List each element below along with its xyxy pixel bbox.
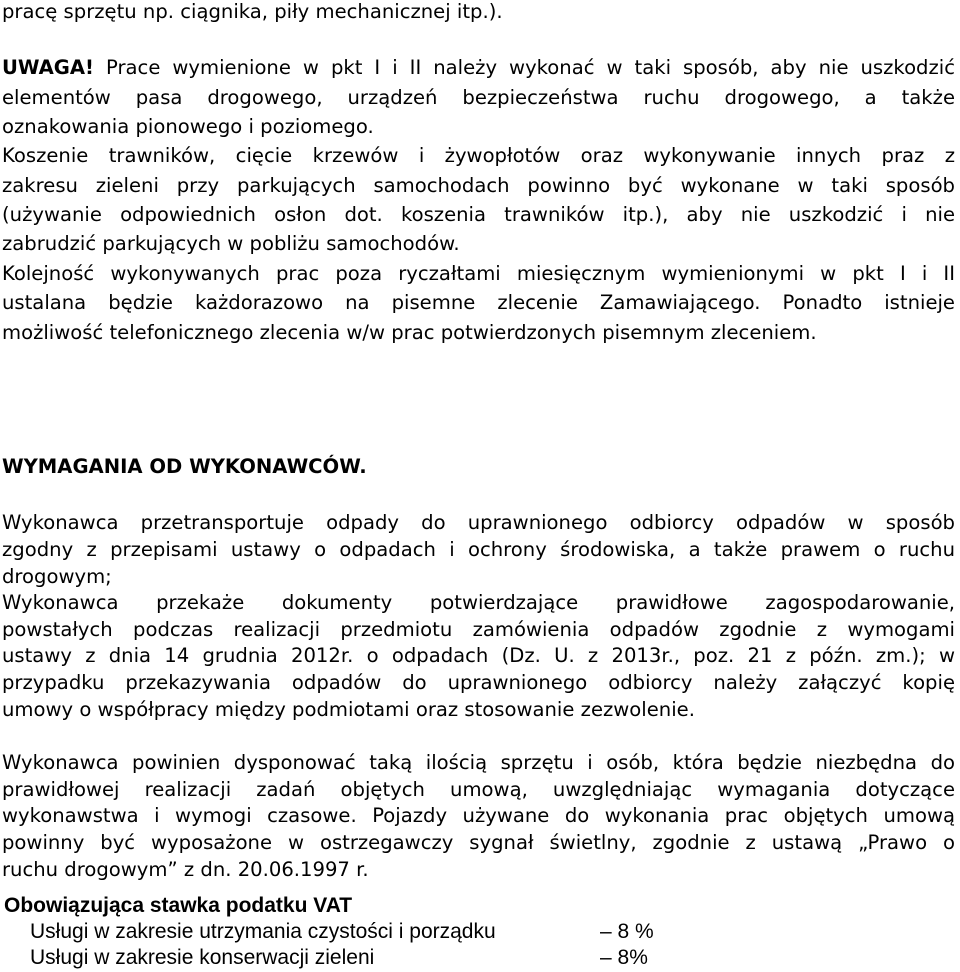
text-line: drogowym; — [2, 565, 112, 588]
text-line: przypadku przekazywania odpadów do uprawnionego odbiorcy należy załączyć kopię — [2, 671, 955, 694]
vat-row — [30, 945, 670, 971]
text-line: zabrudzić parkujących w pobliżu samochodów. — [2, 232, 460, 255]
text-line: Wykonawca przekaże dokumenty potwierdzające prawidłowe zagospodarowanie, — [2, 591, 955, 614]
text-line: zakresu zieleni przy parkujących samochodach powinno być wykonane w taki sposób — [2, 174, 955, 197]
text-line: powinny być wyposażone w ostrzegawczy sygnał świetlny, zgodnie z ustawą „Prawo o — [2, 831, 955, 854]
text-line: ustawy z dnia 14 grudnia 2012r. o odpadach (Dz. U. z 2013r., poz. 21 z późn. zm.); w — [2, 644, 955, 667]
text-line: umowy o współpracy między podmiotami oraz stosowanie zezwolenie. — [2, 698, 695, 721]
text-line: prawidłowej realizacji zadań objętych umową, uwzględniając wymagania dotyczące — [2, 778, 955, 801]
text-line: ustalana będzie każdorazowo na pisemne zlecenie Zamawiającego. Ponadto istnieje — [2, 291, 955, 314]
text-line: Wykonawca przetransportuje odpady do uprawnionego odbiorcy odpadów w sposób — [2, 511, 955, 534]
text-line — [2, 55, 955, 81]
text-line: elementów pasa drogowego, urządzeń bezpieczeństwa ruchu drogowego, a także — [2, 86, 955, 109]
text-line: Kolejność wykonywanych prac poza ryczałtami miesięcznym wymienionymi w pkt I i II — [2, 262, 955, 285]
text-span: Prace wymienione w pkt I i II należy wykonać w taki sposób, aby nie uszkodzić — [94, 56, 955, 79]
text-line: Koszenie trawników, cięcie krzewów i żywopłotów oraz wykonywanie innych praz z — [2, 144, 955, 167]
text-line: zgodny z przepisami ustawy o odpadach i ochrony środowiska, a także prawem o ruchu — [2, 538, 955, 561]
vat-rate: – 8% — [600, 946, 648, 969]
section-heading: WYMAGANIA OD WYKONAWCÓW. — [2, 455, 367, 478]
vat-service-label: Usługi w zakresie konserwacji zieleni — [30, 946, 375, 969]
vat-row — [30, 919, 670, 945]
text-line: (używanie odpowiednich osłon dot. koszenia trawników itp.), aby nie uszkodzić i nie — [2, 203, 955, 226]
text-line: powstałych podczas realizacji przedmiotu zamówienia odpadów zgodnie z wymogami — [2, 618, 955, 641]
vat-rate: – 8 % — [600, 920, 654, 943]
text-line: ruchu drogowym” z dn. 20.06.1997 r. — [2, 858, 369, 881]
text-line: możliwość telefonicznego zlecenia w/w prac potwierdzonych pisemnym zleceniem. — [2, 321, 817, 344]
vat-heading: Obowiązująca stawka podatku VAT — [4, 894, 353, 917]
text-line: Wykonawca powinien dysponować taką ilością sprzętu i osób, która będzie niezbędna do — [2, 751, 955, 774]
warning-label: UWAGA! — [2, 56, 94, 79]
text-line: pracę sprzętu np. ciągnika, piły mechanicznej itp.). — [2, 0, 503, 23]
text-line: wykonawstwa i wymogi czasowe. Pojazdy używane do wykonania prac objętych umową — [2, 804, 955, 827]
vat-service-label: Usługi w zakresie utrzymania czystości i porządku — [30, 920, 496, 943]
text-line: oznakowania pionowego i poziomego. — [2, 115, 374, 138]
